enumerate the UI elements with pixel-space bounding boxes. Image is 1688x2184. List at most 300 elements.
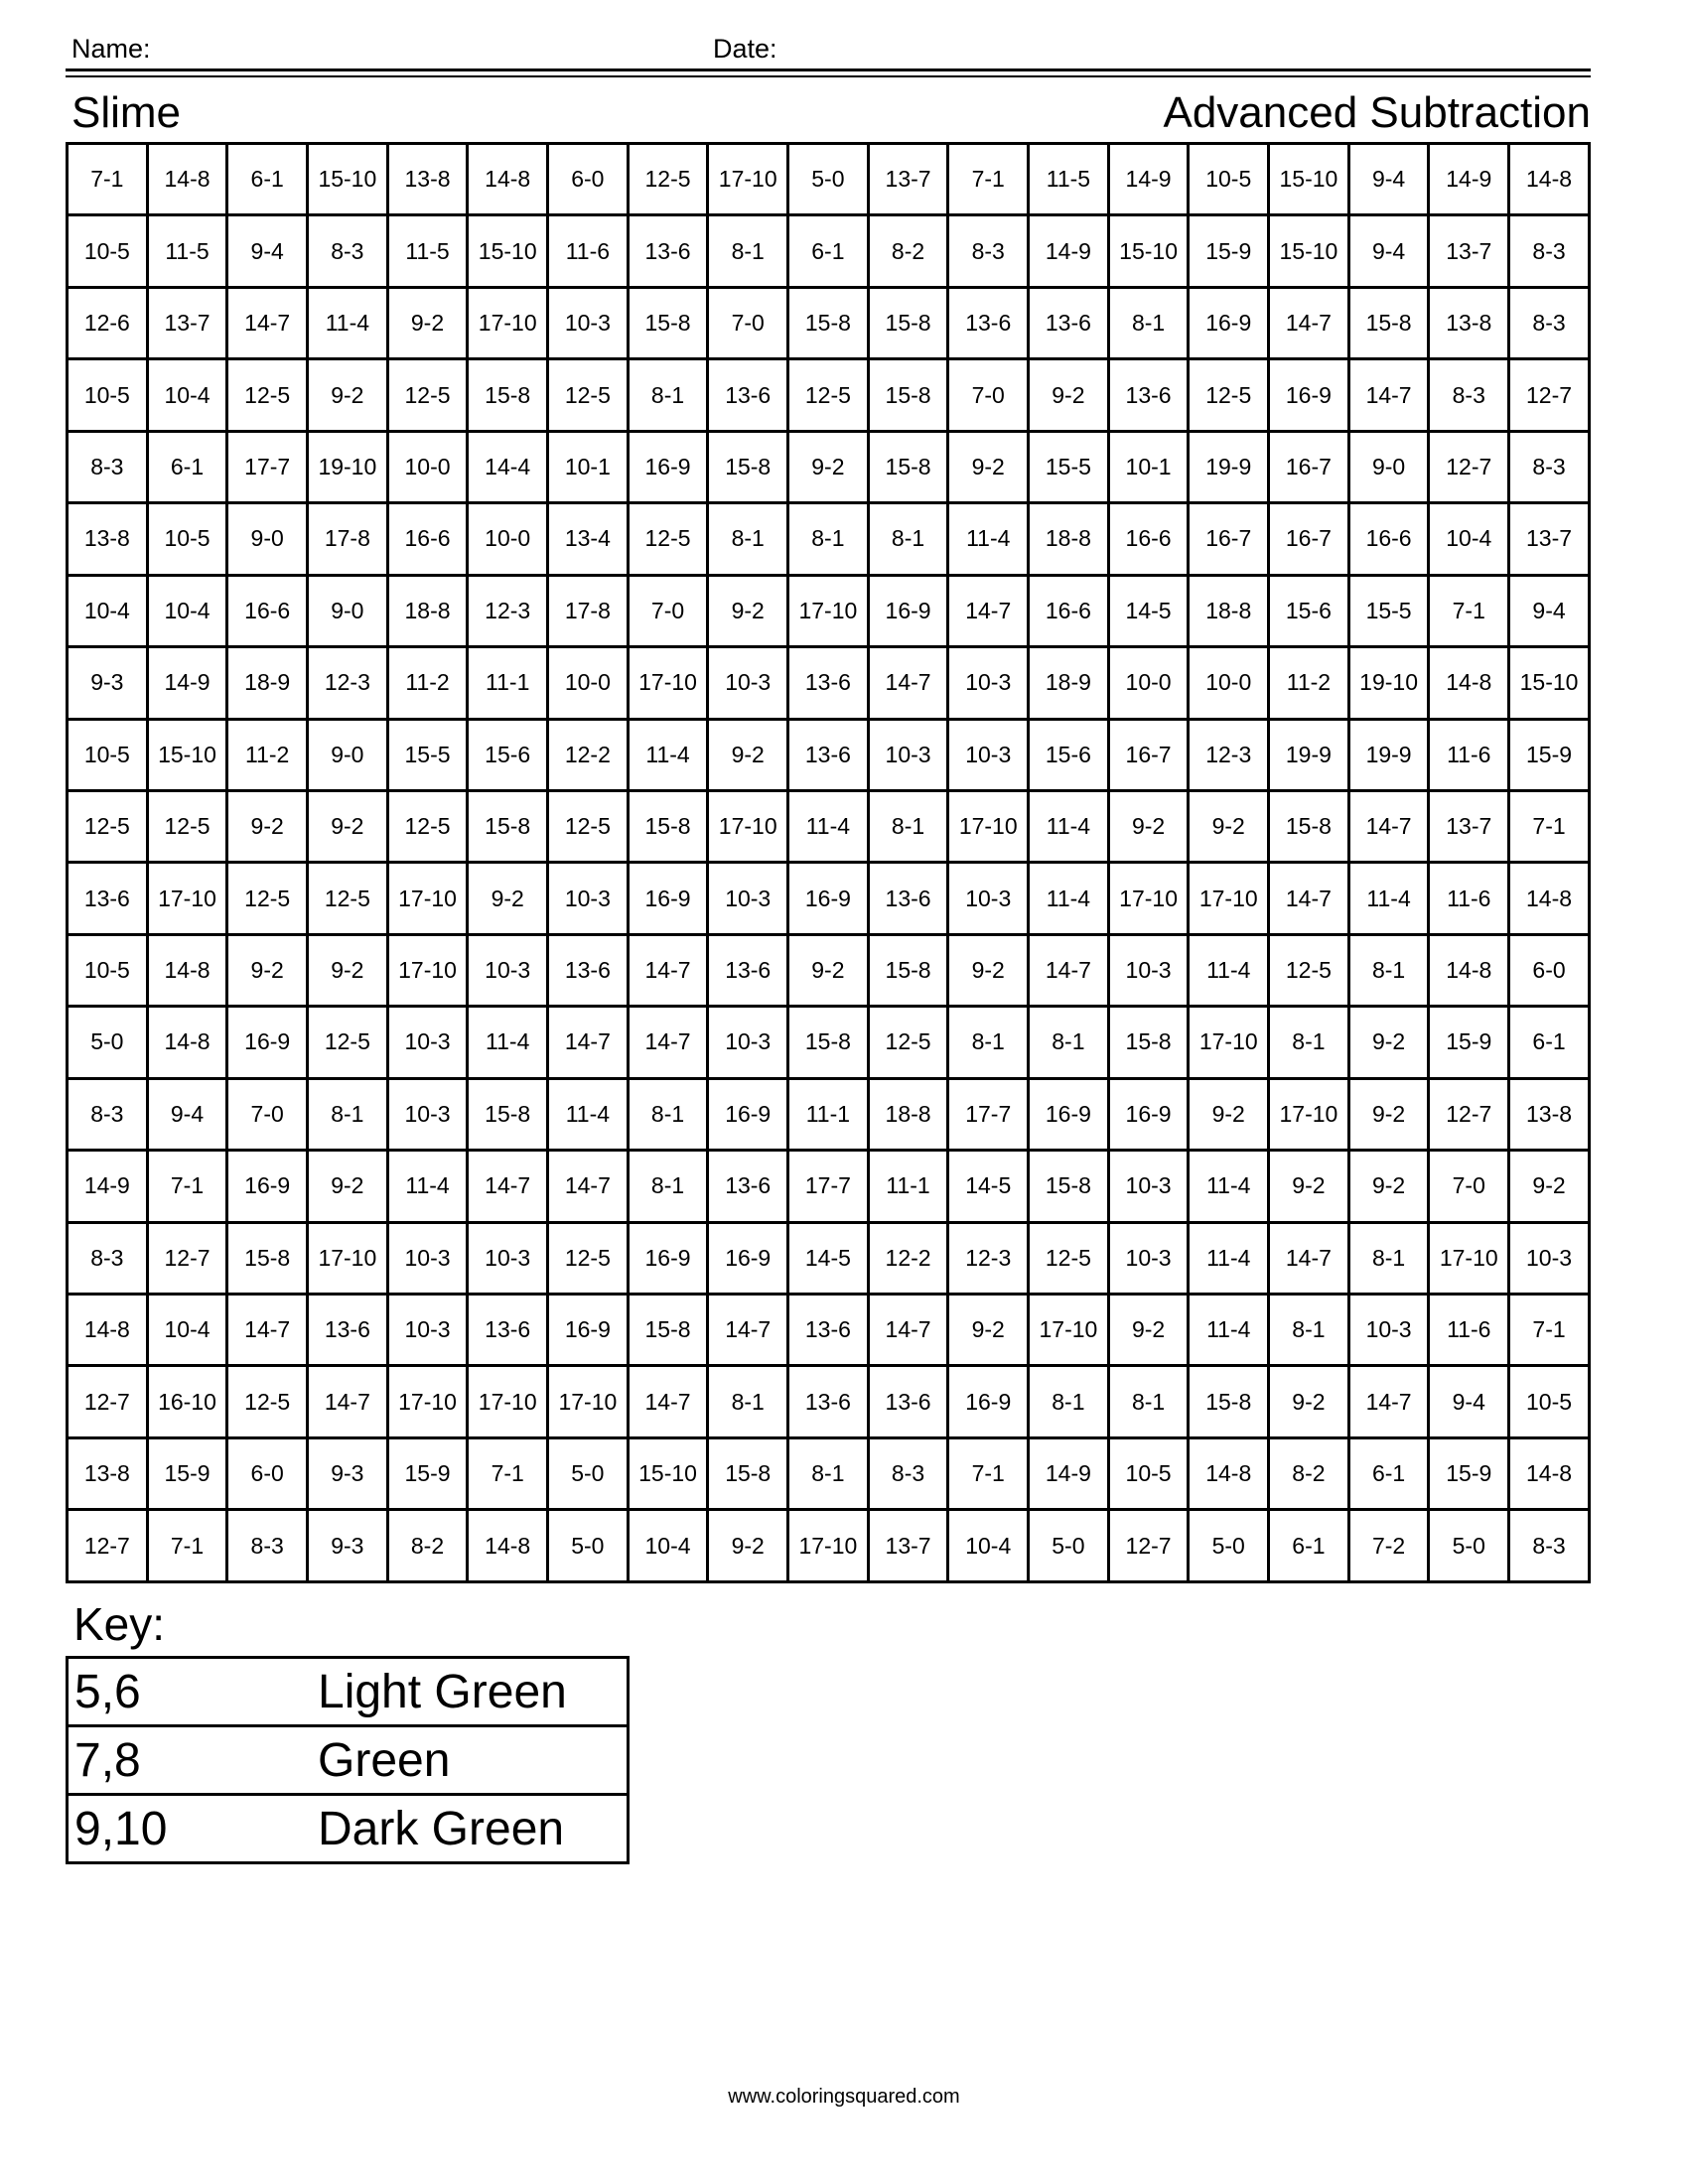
grid-cell[interactable]: 10-5 bbox=[68, 359, 148, 431]
grid-cell[interactable]: 13-6 bbox=[1108, 359, 1189, 431]
grid-cell[interactable]: 17-10 bbox=[387, 863, 468, 934]
grid-cell[interactable]: 14-7 bbox=[868, 647, 948, 719]
grid-cell[interactable]: 7-2 bbox=[1348, 1510, 1429, 1582]
grid-cell[interactable]: 13-4 bbox=[548, 503, 629, 575]
grid-cell[interactable]: 8-1 bbox=[1108, 287, 1189, 358]
grid-cell[interactable]: 9-2 bbox=[1108, 790, 1189, 862]
grid-cell[interactable]: 13-7 bbox=[868, 144, 948, 215]
grid-cell[interactable]: 12-5 bbox=[1029, 1222, 1109, 1294]
grid-cell[interactable]: 9-2 bbox=[1269, 1366, 1349, 1437]
grid-cell[interactable]: 13-8 bbox=[387, 144, 468, 215]
grid-cell[interactable]: 9-2 bbox=[948, 934, 1029, 1006]
grid-cell[interactable]: 10-3 bbox=[708, 647, 788, 719]
grid-cell[interactable]: 9-2 bbox=[468, 863, 548, 934]
grid-cell[interactable]: 9-2 bbox=[387, 287, 468, 358]
grid-cell[interactable]: 18-8 bbox=[1189, 575, 1269, 646]
grid-cell[interactable]: 10-3 bbox=[868, 719, 948, 790]
grid-cell[interactable]: 10-4 bbox=[147, 575, 227, 646]
grid-cell[interactable]: 14-7 bbox=[1348, 359, 1429, 431]
grid-cell[interactable]: 11-5 bbox=[1029, 144, 1109, 215]
grid-cell[interactable]: 13-6 bbox=[708, 934, 788, 1006]
grid-cell[interactable]: 13-8 bbox=[1509, 1078, 1590, 1150]
grid-cell[interactable]: 17-10 bbox=[628, 647, 708, 719]
grid-cell[interactable]: 14-9 bbox=[1108, 144, 1189, 215]
grid-cell[interactable]: 12-5 bbox=[868, 1007, 948, 1078]
grid-cell[interactable]: 11-1 bbox=[868, 1151, 948, 1222]
grid-cell[interactable]: 14-8 bbox=[1509, 144, 1590, 215]
grid-cell[interactable]: 17-10 bbox=[1269, 1078, 1349, 1150]
grid-cell[interactable]: 14-7 bbox=[1269, 863, 1349, 934]
grid-cell[interactable]: 6-1 bbox=[227, 144, 308, 215]
grid-cell[interactable]: 7-1 bbox=[1509, 1295, 1590, 1366]
grid-cell[interactable]: 10-3 bbox=[387, 1295, 468, 1366]
grid-cell[interactable]: 12-5 bbox=[387, 790, 468, 862]
grid-cell[interactable]: 10-5 bbox=[147, 503, 227, 575]
grid-cell[interactable]: 15-6 bbox=[1029, 719, 1109, 790]
grid-cell[interactable]: 9-4 bbox=[147, 1078, 227, 1150]
grid-cell[interactable]: 12-5 bbox=[1269, 934, 1349, 1006]
grid-cell[interactable]: 13-6 bbox=[708, 1151, 788, 1222]
grid-cell[interactable]: 16-6 bbox=[227, 575, 308, 646]
grid-cell[interactable]: 8-1 bbox=[1269, 1295, 1349, 1366]
grid-cell[interactable]: 6-0 bbox=[1509, 934, 1590, 1006]
grid-cell[interactable]: 8-1 bbox=[1029, 1366, 1109, 1437]
grid-cell[interactable]: 11-4 bbox=[1189, 1222, 1269, 1294]
grid-cell[interactable]: 13-6 bbox=[1029, 287, 1109, 358]
grid-cell[interactable]: 12-5 bbox=[788, 359, 869, 431]
grid-cell[interactable]: 18-9 bbox=[227, 647, 308, 719]
grid-cell[interactable]: 8-3 bbox=[1509, 1510, 1590, 1582]
grid-cell[interactable]: 18-8 bbox=[387, 575, 468, 646]
grid-cell[interactable]: 8-3 bbox=[868, 1437, 948, 1509]
grid-cell[interactable]: 14-5 bbox=[788, 1222, 869, 1294]
grid-cell[interactable]: 11-4 bbox=[308, 287, 388, 358]
grid-cell[interactable]: 16-6 bbox=[387, 503, 468, 575]
grid-cell[interactable]: 15-8 bbox=[1269, 790, 1349, 862]
grid-cell[interactable]: 17-10 bbox=[1108, 863, 1189, 934]
grid-cell[interactable]: 10-3 bbox=[1108, 1151, 1189, 1222]
grid-cell[interactable]: 8-3 bbox=[1509, 287, 1590, 358]
grid-cell[interactable]: 8-1 bbox=[1348, 1222, 1429, 1294]
grid-cell[interactable]: 18-8 bbox=[868, 1078, 948, 1150]
grid-cell[interactable]: 16-9 bbox=[1269, 359, 1349, 431]
grid-cell[interactable]: 8-1 bbox=[708, 215, 788, 287]
grid-cell[interactable]: 10-3 bbox=[1509, 1222, 1590, 1294]
grid-cell[interactable]: 15-8 bbox=[868, 934, 948, 1006]
grid-cell[interactable]: 9-2 bbox=[308, 790, 388, 862]
grid-cell[interactable]: 12-7 bbox=[68, 1510, 148, 1582]
grid-cell[interactable]: 12-6 bbox=[68, 287, 148, 358]
grid-cell[interactable]: 15-9 bbox=[1509, 719, 1590, 790]
grid-cell[interactable]: 14-7 bbox=[227, 1295, 308, 1366]
grid-cell[interactable]: 17-7 bbox=[788, 1151, 869, 1222]
grid-cell[interactable]: 8-1 bbox=[788, 1437, 869, 1509]
grid-cell[interactable]: 10-0 bbox=[548, 647, 629, 719]
grid-cell[interactable]: 15-8 bbox=[227, 1222, 308, 1294]
grid-cell[interactable]: 6-1 bbox=[147, 431, 227, 502]
grid-cell[interactable]: 12-7 bbox=[68, 1366, 148, 1437]
grid-cell[interactable]: 5-0 bbox=[788, 144, 869, 215]
grid-cell[interactable]: 10-4 bbox=[628, 1510, 708, 1582]
grid-cell[interactable]: 9-2 bbox=[1348, 1078, 1429, 1150]
grid-cell[interactable]: 17-10 bbox=[147, 863, 227, 934]
grid-cell[interactable]: 10-4 bbox=[147, 1295, 227, 1366]
grid-cell[interactable]: 15-8 bbox=[1189, 1366, 1269, 1437]
grid-cell[interactable]: 17-8 bbox=[548, 575, 629, 646]
grid-cell[interactable]: 5-0 bbox=[548, 1510, 629, 1582]
grid-cell[interactable]: 15-9 bbox=[1189, 215, 1269, 287]
grid-cell[interactable]: 16-6 bbox=[1029, 575, 1109, 646]
grid-cell[interactable]: 7-1 bbox=[147, 1151, 227, 1222]
grid-cell[interactable]: 9-0 bbox=[227, 503, 308, 575]
grid-cell[interactable]: 10-3 bbox=[468, 1222, 548, 1294]
grid-cell[interactable]: 13-6 bbox=[628, 215, 708, 287]
grid-cell[interactable]: 11-6 bbox=[548, 215, 629, 287]
grid-cell[interactable]: 17-10 bbox=[1189, 863, 1269, 934]
grid-cell[interactable]: 12-5 bbox=[227, 1366, 308, 1437]
grid-cell[interactable]: 14-8 bbox=[1189, 1437, 1269, 1509]
grid-cell[interactable]: 11-4 bbox=[468, 1007, 548, 1078]
grid-cell[interactable]: 12-5 bbox=[147, 790, 227, 862]
grid-cell[interactable]: 10-4 bbox=[948, 1510, 1029, 1582]
grid-cell[interactable]: 15-10 bbox=[147, 719, 227, 790]
grid-cell[interactable]: 13-7 bbox=[1509, 503, 1590, 575]
grid-cell[interactable]: 8-1 bbox=[308, 1078, 388, 1150]
grid-cell[interactable]: 9-2 bbox=[788, 934, 869, 1006]
grid-cell[interactable]: 15-9 bbox=[1429, 1007, 1509, 1078]
grid-cell[interactable]: 14-9 bbox=[147, 647, 227, 719]
grid-cell[interactable]: 9-2 bbox=[1029, 359, 1109, 431]
grid-cell[interactable]: 8-3 bbox=[1509, 431, 1590, 502]
grid-cell[interactable]: 14-8 bbox=[468, 144, 548, 215]
grid-cell[interactable]: 8-1 bbox=[1108, 1366, 1189, 1437]
grid-cell[interactable]: 9-2 bbox=[708, 1510, 788, 1582]
grid-cell[interactable]: 14-8 bbox=[147, 934, 227, 1006]
grid-cell[interactable]: 16-9 bbox=[1108, 1078, 1189, 1150]
grid-cell[interactable]: 14-7 bbox=[1348, 1366, 1429, 1437]
grid-cell[interactable]: 6-1 bbox=[1509, 1007, 1590, 1078]
grid-cell[interactable]: 10-0 bbox=[468, 503, 548, 575]
grid-cell[interactable]: 14-7 bbox=[548, 1007, 629, 1078]
grid-cell[interactable]: 8-3 bbox=[1429, 359, 1509, 431]
grid-cell[interactable]: 9-2 bbox=[1348, 1007, 1429, 1078]
grid-cell[interactable]: 11-5 bbox=[147, 215, 227, 287]
grid-cell[interactable]: 7-1 bbox=[468, 1437, 548, 1509]
grid-cell[interactable]: 14-9 bbox=[68, 1151, 148, 1222]
grid-cell[interactable]: 11-4 bbox=[628, 719, 708, 790]
grid-cell[interactable]: 14-7 bbox=[1269, 1222, 1349, 1294]
grid-cell[interactable]: 10-5 bbox=[1108, 1437, 1189, 1509]
grid-cell[interactable]: 14-7 bbox=[628, 1366, 708, 1437]
grid-cell[interactable]: 10-5 bbox=[68, 215, 148, 287]
grid-cell[interactable]: 10-0 bbox=[387, 431, 468, 502]
grid-cell[interactable]: 19-9 bbox=[1189, 431, 1269, 502]
grid-cell[interactable]: 8-3 bbox=[68, 1078, 148, 1150]
grid-cell[interactable]: 11-4 bbox=[1189, 934, 1269, 1006]
grid-cell[interactable]: 14-8 bbox=[1429, 934, 1509, 1006]
grid-cell[interactable]: 8-2 bbox=[868, 215, 948, 287]
grid-cell[interactable]: 16-9 bbox=[548, 1295, 629, 1366]
grid-cell[interactable]: 7-1 bbox=[1429, 575, 1509, 646]
grid-cell[interactable]: 8-1 bbox=[628, 1078, 708, 1150]
grid-cell[interactable]: 9-4 bbox=[1509, 575, 1590, 646]
grid-cell[interactable]: 15-6 bbox=[468, 719, 548, 790]
grid-cell[interactable]: 15-9 bbox=[387, 1437, 468, 1509]
grid-cell[interactable]: 9-0 bbox=[308, 719, 388, 790]
grid-cell[interactable]: 7-0 bbox=[948, 359, 1029, 431]
grid-cell[interactable]: 15-8 bbox=[628, 1295, 708, 1366]
grid-cell[interactable]: 14-7 bbox=[1029, 934, 1109, 1006]
grid-cell[interactable]: 10-5 bbox=[68, 934, 148, 1006]
grid-cell[interactable]: 17-10 bbox=[708, 144, 788, 215]
grid-cell[interactable]: 11-4 bbox=[1189, 1295, 1269, 1366]
grid-cell[interactable]: 15-8 bbox=[868, 431, 948, 502]
grid-cell[interactable]: 7-0 bbox=[628, 575, 708, 646]
grid-cell[interactable]: 14-7 bbox=[868, 1295, 948, 1366]
grid-cell[interactable]: 12-2 bbox=[868, 1222, 948, 1294]
grid-cell[interactable]: 14-5 bbox=[1108, 575, 1189, 646]
grid-cell[interactable]: 14-7 bbox=[708, 1295, 788, 1366]
grid-cell[interactable]: 9-2 bbox=[1108, 1295, 1189, 1366]
grid-cell[interactable]: 15-8 bbox=[1108, 1007, 1189, 1078]
grid-cell[interactable]: 15-10 bbox=[308, 144, 388, 215]
grid-cell[interactable]: 11-2 bbox=[1269, 647, 1349, 719]
grid-cell[interactable]: 8-1 bbox=[1029, 1007, 1109, 1078]
grid-cell[interactable]: 16-10 bbox=[147, 1366, 227, 1437]
grid-cell[interactable]: 5-0 bbox=[548, 1437, 629, 1509]
grid-cell[interactable]: 12-3 bbox=[468, 575, 548, 646]
grid-cell[interactable]: 5-0 bbox=[68, 1007, 148, 1078]
grid-cell[interactable]: 10-3 bbox=[548, 287, 629, 358]
grid-cell[interactable]: 14-8 bbox=[1429, 647, 1509, 719]
grid-cell[interactable]: 8-3 bbox=[227, 1510, 308, 1582]
grid-cell[interactable]: 10-5 bbox=[1509, 1366, 1590, 1437]
grid-cell[interactable]: 12-5 bbox=[68, 790, 148, 862]
grid-cell[interactable]: 17-10 bbox=[468, 287, 548, 358]
grid-cell[interactable]: 17-10 bbox=[788, 575, 869, 646]
grid-cell[interactable]: 13-8 bbox=[68, 503, 148, 575]
grid-cell[interactable]: 7-0 bbox=[227, 1078, 308, 1150]
grid-cell[interactable]: 17-8 bbox=[308, 503, 388, 575]
grid-cell[interactable]: 14-7 bbox=[468, 1151, 548, 1222]
grid-cell[interactable]: 9-0 bbox=[308, 575, 388, 646]
grid-cell[interactable]: 17-10 bbox=[1429, 1222, 1509, 1294]
grid-cell[interactable]: 15-8 bbox=[628, 287, 708, 358]
grid-cell[interactable]: 8-1 bbox=[788, 503, 869, 575]
grid-cell[interactable]: 11-4 bbox=[948, 503, 1029, 575]
grid-cell[interactable]: 19-9 bbox=[1348, 719, 1429, 790]
grid-cell[interactable]: 9-2 bbox=[948, 431, 1029, 502]
grid-cell[interactable]: 17-7 bbox=[948, 1078, 1029, 1150]
grid-cell[interactable]: 10-3 bbox=[387, 1007, 468, 1078]
grid-cell[interactable]: 14-8 bbox=[468, 1510, 548, 1582]
grid-cell[interactable]: 16-9 bbox=[1189, 287, 1269, 358]
grid-cell[interactable]: 15-8 bbox=[1348, 287, 1429, 358]
grid-cell[interactable]: 16-9 bbox=[708, 1078, 788, 1150]
grid-cell[interactable]: 10-1 bbox=[1108, 431, 1189, 502]
grid-cell[interactable]: 16-9 bbox=[227, 1007, 308, 1078]
grid-cell[interactable]: 17-7 bbox=[227, 431, 308, 502]
grid-cell[interactable]: 16-7 bbox=[1189, 503, 1269, 575]
grid-cell[interactable]: 5-0 bbox=[1189, 1510, 1269, 1582]
grid-cell[interactable]: 9-2 bbox=[788, 431, 869, 502]
grid-cell[interactable]: 5-0 bbox=[1429, 1510, 1509, 1582]
grid-cell[interactable]: 12-5 bbox=[628, 503, 708, 575]
grid-cell[interactable]: 9-2 bbox=[308, 359, 388, 431]
grid-cell[interactable]: 12-2 bbox=[548, 719, 629, 790]
grid-cell[interactable]: 12-5 bbox=[308, 863, 388, 934]
grid-cell[interactable]: 15-9 bbox=[1429, 1437, 1509, 1509]
grid-cell[interactable]: 8-1 bbox=[868, 790, 948, 862]
grid-cell[interactable]: 10-0 bbox=[1108, 647, 1189, 719]
grid-cell[interactable]: 10-3 bbox=[708, 863, 788, 934]
grid-cell[interactable]: 12-5 bbox=[1189, 359, 1269, 431]
grid-cell[interactable]: 19-10 bbox=[1348, 647, 1429, 719]
grid-cell[interactable]: 15-10 bbox=[1509, 647, 1590, 719]
grid-cell[interactable]: 14-9 bbox=[1029, 1437, 1109, 1509]
grid-cell[interactable]: 14-5 bbox=[948, 1151, 1029, 1222]
grid-cell[interactable]: 12-5 bbox=[227, 863, 308, 934]
grid-cell[interactable]: 16-7 bbox=[1269, 503, 1349, 575]
grid-cell[interactable]: 14-7 bbox=[308, 1366, 388, 1437]
grid-cell[interactable]: 10-3 bbox=[387, 1222, 468, 1294]
grid-cell[interactable]: 8-3 bbox=[68, 1222, 148, 1294]
grid-cell[interactable]: 15-8 bbox=[788, 287, 869, 358]
grid-cell[interactable]: 8-3 bbox=[948, 215, 1029, 287]
grid-cell[interactable]: 17-10 bbox=[387, 1366, 468, 1437]
grid-cell[interactable]: 8-3 bbox=[1509, 215, 1590, 287]
grid-cell[interactable]: 12-5 bbox=[227, 359, 308, 431]
grid-cell[interactable]: 8-1 bbox=[708, 503, 788, 575]
grid-cell[interactable]: 12-7 bbox=[147, 1222, 227, 1294]
grid-cell[interactable]: 11-4 bbox=[1029, 790, 1109, 862]
grid-cell[interactable]: 8-1 bbox=[628, 359, 708, 431]
grid-cell[interactable]: 10-3 bbox=[468, 934, 548, 1006]
grid-cell[interactable]: 18-8 bbox=[1029, 503, 1109, 575]
grid-cell[interactable]: 9-2 bbox=[1189, 790, 1269, 862]
grid-cell[interactable]: 10-4 bbox=[1429, 503, 1509, 575]
grid-cell[interactable]: 13-6 bbox=[788, 1295, 869, 1366]
grid-cell[interactable]: 15-8 bbox=[788, 1007, 869, 1078]
grid-cell[interactable]: 11-4 bbox=[1348, 863, 1429, 934]
grid-cell[interactable]: 15-8 bbox=[1029, 1151, 1109, 1222]
grid-cell[interactable]: 10-3 bbox=[1348, 1295, 1429, 1366]
grid-cell[interactable]: 9-2 bbox=[948, 1295, 1029, 1366]
grid-cell[interactable]: 13-7 bbox=[147, 287, 227, 358]
grid-cell[interactable]: 5-0 bbox=[1029, 1510, 1109, 1582]
grid-cell[interactable]: 8-2 bbox=[1269, 1437, 1349, 1509]
grid-cell[interactable]: 8-1 bbox=[948, 1007, 1029, 1078]
grid-cell[interactable]: 11-4 bbox=[548, 1078, 629, 1150]
grid-cell[interactable]: 16-9 bbox=[628, 1222, 708, 1294]
grid-cell[interactable]: 13-6 bbox=[308, 1295, 388, 1366]
grid-cell[interactable]: 11-1 bbox=[788, 1078, 869, 1150]
grid-cell[interactable]: 13-8 bbox=[1429, 287, 1509, 358]
grid-cell[interactable]: 11-6 bbox=[1429, 719, 1509, 790]
grid-cell[interactable]: 14-7 bbox=[227, 287, 308, 358]
grid-cell[interactable]: 9-3 bbox=[308, 1510, 388, 1582]
grid-cell[interactable]: 12-3 bbox=[308, 647, 388, 719]
grid-cell[interactable]: 6-1 bbox=[788, 215, 869, 287]
grid-cell[interactable]: 9-4 bbox=[1348, 215, 1429, 287]
grid-cell[interactable]: 13-6 bbox=[948, 287, 1029, 358]
grid-cell[interactable]: 14-8 bbox=[1509, 1437, 1590, 1509]
grid-cell[interactable]: 17-10 bbox=[948, 790, 1029, 862]
grid-cell[interactable]: 15-5 bbox=[387, 719, 468, 790]
grid-cell[interactable]: 14-7 bbox=[948, 575, 1029, 646]
grid-cell[interactable]: 8-1 bbox=[868, 503, 948, 575]
grid-cell[interactable]: 16-9 bbox=[628, 863, 708, 934]
grid-cell[interactable]: 9-0 bbox=[1348, 431, 1429, 502]
grid-cell[interactable]: 12-3 bbox=[1189, 719, 1269, 790]
grid-cell[interactable]: 9-3 bbox=[308, 1437, 388, 1509]
grid-cell[interactable]: 18-9 bbox=[1029, 647, 1109, 719]
grid-cell[interactable]: 14-8 bbox=[147, 1007, 227, 1078]
grid-cell[interactable]: 13-7 bbox=[868, 1510, 948, 1582]
grid-cell[interactable]: 13-7 bbox=[1429, 215, 1509, 287]
grid-cell[interactable]: 11-4 bbox=[1189, 1151, 1269, 1222]
grid-cell[interactable]: 16-9 bbox=[708, 1222, 788, 1294]
grid-cell[interactable]: 14-9 bbox=[1429, 144, 1509, 215]
grid-cell[interactable]: 6-1 bbox=[1348, 1437, 1429, 1509]
grid-cell[interactable]: 7-1 bbox=[147, 1510, 227, 1582]
grid-cell[interactable]: 16-7 bbox=[1269, 431, 1349, 502]
grid-cell[interactable]: 9-2 bbox=[708, 719, 788, 790]
grid-cell[interactable]: 8-1 bbox=[708, 1366, 788, 1437]
grid-cell[interactable]: 16-9 bbox=[1029, 1078, 1109, 1150]
grid-cell[interactable]: 10-3 bbox=[548, 863, 629, 934]
grid-cell[interactable]: 14-8 bbox=[1509, 863, 1590, 934]
grid-cell[interactable]: 12-5 bbox=[387, 359, 468, 431]
grid-cell[interactable]: 11-2 bbox=[227, 719, 308, 790]
grid-cell[interactable]: 11-6 bbox=[1429, 1295, 1509, 1366]
grid-cell[interactable]: 13-6 bbox=[68, 863, 148, 934]
grid-cell[interactable]: 13-6 bbox=[868, 863, 948, 934]
grid-cell[interactable]: 6-0 bbox=[227, 1437, 308, 1509]
grid-cell[interactable]: 10-0 bbox=[1189, 647, 1269, 719]
grid-cell[interactable]: 13-7 bbox=[1429, 790, 1509, 862]
grid-cell[interactable]: 15-8 bbox=[628, 790, 708, 862]
grid-cell[interactable]: 10-5 bbox=[1189, 144, 1269, 215]
grid-cell[interactable]: 16-6 bbox=[1108, 503, 1189, 575]
grid-cell[interactable]: 9-2 bbox=[708, 575, 788, 646]
grid-cell[interactable]: 13-6 bbox=[468, 1295, 548, 1366]
grid-cell[interactable]: 8-3 bbox=[68, 431, 148, 502]
grid-cell[interactable]: 7-1 bbox=[1509, 790, 1590, 862]
grid-cell[interactable]: 16-9 bbox=[628, 431, 708, 502]
grid-cell[interactable]: 9-2 bbox=[227, 790, 308, 862]
grid-cell[interactable]: 19-9 bbox=[1269, 719, 1349, 790]
grid-cell[interactable]: 10-3 bbox=[1108, 1222, 1189, 1294]
grid-cell[interactable]: 17-10 bbox=[387, 934, 468, 1006]
grid-cell[interactable]: 10-3 bbox=[948, 647, 1029, 719]
grid-cell[interactable]: 15-10 bbox=[468, 215, 548, 287]
grid-cell[interactable]: 11-4 bbox=[788, 790, 869, 862]
grid-cell[interactable]: 13-6 bbox=[548, 934, 629, 1006]
grid-cell[interactable]: 17-10 bbox=[1029, 1295, 1109, 1366]
grid-cell[interactable]: 11-4 bbox=[1029, 863, 1109, 934]
grid-cell[interactable]: 16-6 bbox=[1348, 503, 1429, 575]
grid-cell[interactable]: 15-6 bbox=[1269, 575, 1349, 646]
grid-cell[interactable]: 9-2 bbox=[1348, 1151, 1429, 1222]
grid-cell[interactable]: 7-0 bbox=[1429, 1151, 1509, 1222]
grid-cell[interactable]: 10-5 bbox=[68, 719, 148, 790]
grid-cell[interactable]: 14-8 bbox=[147, 144, 227, 215]
grid-cell[interactable]: 17-10 bbox=[548, 1366, 629, 1437]
grid-cell[interactable]: 17-10 bbox=[708, 790, 788, 862]
grid-cell[interactable]: 14-7 bbox=[628, 1007, 708, 1078]
grid-cell[interactable]: 14-7 bbox=[548, 1151, 629, 1222]
